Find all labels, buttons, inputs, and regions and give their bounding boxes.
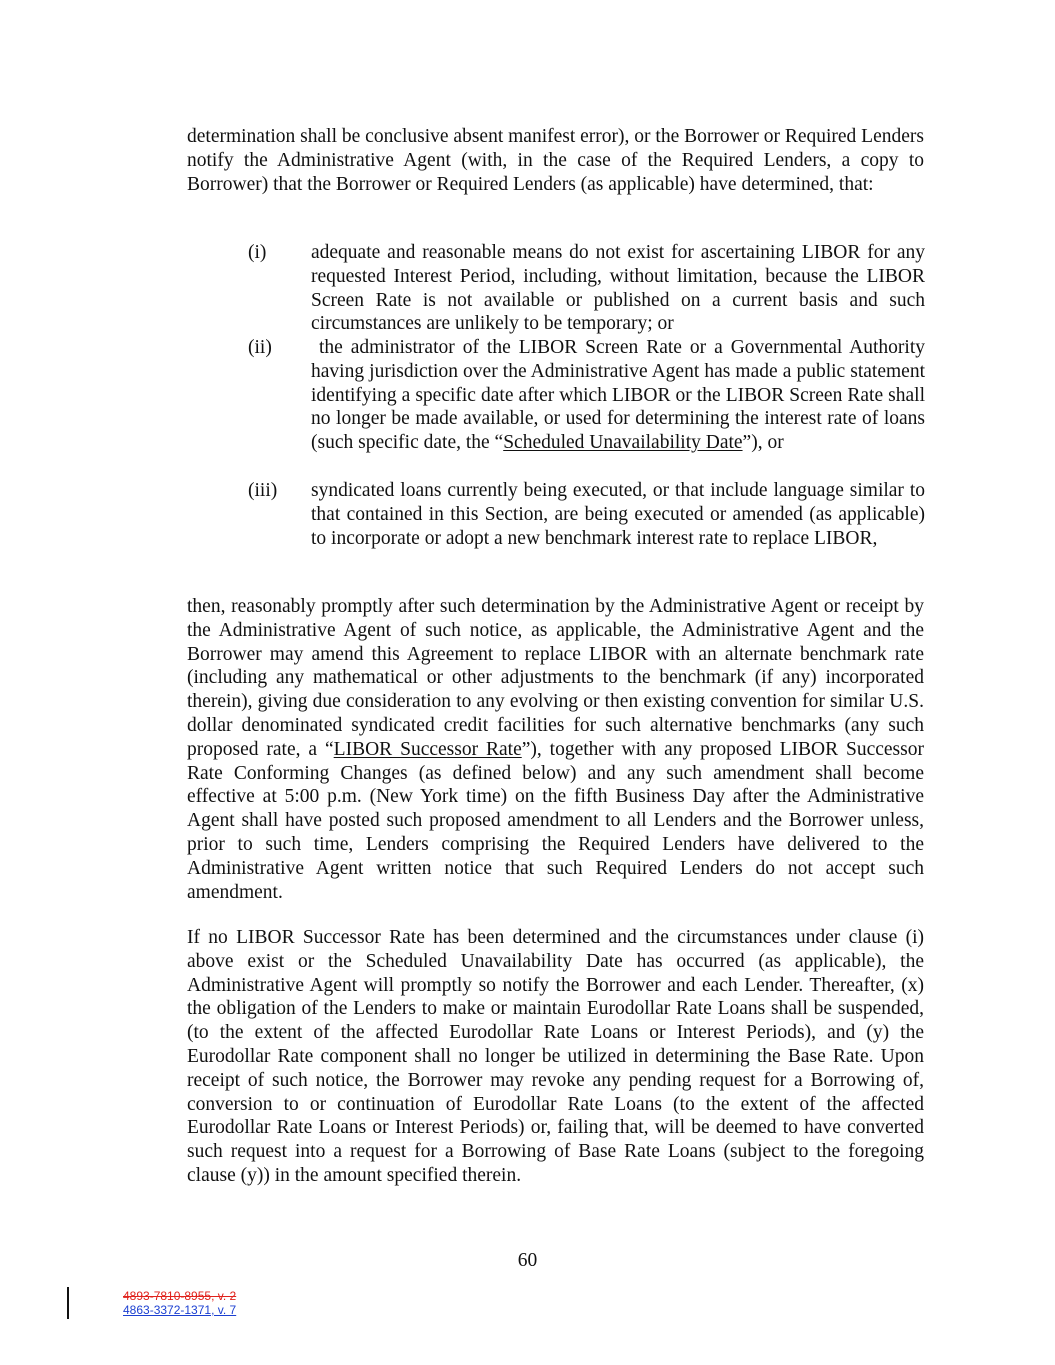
inserted-doc-id: 4863-3372-1371, v. 7 <box>123 1303 237 1317</box>
revision-change-bar <box>67 1287 69 1319</box>
clause-number: (iii) <box>248 480 278 501</box>
deleted-doc-id: 4893-7810-8955, v. 2 <box>123 1289 237 1303</box>
clause-text: adequate and reasonable means do not exist for ascertaining LIBOR for any requested Interest Period, including, without limitation, because the LIBOR Screen Rate is not available or published on a current basis and such circumstances are unlikely to be temporary; or <box>311 242 925 335</box>
then-paragraph-before: then, reasonably promptly after such determination by the Administrative Agent or receipt by the Administrative Agent of such notice, as applicable, the Administrative Agent and the Borrower may amend this Agreement to replace LIBOR with an alternate benchmark rate (including any mathematical or other adjustments to the benchmark (if any) incorporated therein), giving due consideration to any evolving or then existing convention for similar U.S. dollar denominated syndicated credit facilities for such alternative benchmarks (any such proposed rate, a “ <box>187 596 924 760</box>
defined-term-libor-successor-rate: LIBOR Successor Rate <box>333 738 522 760</box>
clause-iii <box>248 479 927 550</box>
then-paragraph <box>187 595 924 904</box>
clause-text: syndicated loans currently being executed, or that include language similar to that contained in this Section, are being executed or amended (as applicable) to incorporate or adopt a new benchmark interest rate to replace LIBOR, <box>311 480 925 549</box>
then-paragraph-after: ”), together with any proposed LIBOR Successor Rate Conforming Changes (as defined below) and any such amendment shall become effective at 5:00 p.m. (New York time) on the fifth Business Day after the Administrative Agent shall have posted such proposed amendment to all Lenders and the Borrower unless, prior to such time, Lenders comprising the Required Lenders have delivered to the Administrative Agent written notice that such Required Lenders do not accept such amendment. <box>187 738 924 903</box>
clause-text <box>311 336 925 455</box>
if-no-successor-paragraph: If no LIBOR Successor Rate has been determined and the circumstances under clause (i) above exist or the Scheduled Unavailability Date has occurred (as applicable), the Administrative Agent will promptly so notify the Borrower and each Lender. Thereafter, (x) the obligation of the Lenders to make or maintain Eurodollar Rate Loans shall be suspended, (to the extent of the affected Eurodollar Rate Loans or Interest Periods), and (y) the Eurodollar Rate component shall no longer be utilized in determining the Base Rate. Upon receipt of such notice, the Borrower may revoke any pending request for a Borrowing of, conversion to or continuation of Eurodollar Rate Loans (to the extent of the affected Eurodollar Rate Loans or Interest Periods) or, failing that, will be deemed to have converted such request into a request for a Borrowing of Base Rate Loans (subject to the foregoing clause (y)) in the amount specified therein. <box>187 927 924 1186</box>
clause-ii <box>248 336 927 455</box>
defined-term-scheduled-unavailability-date: Scheduled Unavailability Date <box>503 432 743 454</box>
intro-paragraph: determination shall be conclusive absent manifest error), or the Borrower or Required Lenders notify the Administrative Agent (with, in the case of the Required Lenders, a copy to Borrower) that the Borrower or Required Lenders (as applicable) have determined, that: <box>187 126 924 195</box>
clause-number: (ii) <box>248 337 272 358</box>
document-id-footer <box>123 1289 236 1317</box>
clause-text-before: the administrator of the LIBOR Screen Rate or a Governmental Authority having jurisdiction over the Administrative Agent has made a public statement identifying a specific date after which LIBOR or the LIBOR Screen Rate shall no longer be made available, or used for determining the interest rate of loans (such specific date, the “ <box>311 337 925 454</box>
clause-number: (i) <box>248 242 267 263</box>
clause-text-after: ”), or <box>742 432 784 454</box>
page-number: 60 <box>517 1250 538 1271</box>
clause-i <box>248 241 927 336</box>
